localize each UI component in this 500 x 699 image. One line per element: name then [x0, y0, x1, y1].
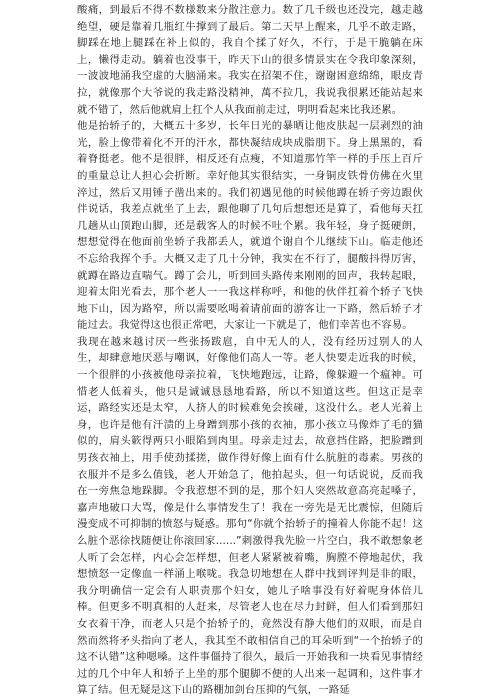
- article-paragraph: 他是抬轿子的，大概五十多岁，长年日光的暴晒让他皮肤起一层剥烈的油光，脸上像带着化不开的汗水，都快凝结成块成脂朋下。身上黑黑的，看着脊挺老。他不是很胖，相反还有点瘦，不知道那竹竿一样的手压上百斤的重量总让人担心会折断。幸好他其实很结实，一身铜皮铁骨仿佛在火里淬过，然后又用锤子凿出来的。我们初遇见他的时候他蹲在轿子旁边跟伙伴说话，我差点就坐了上去，跟他聊了几句后想想还是算了，看他每天扛几趟从山顶跑山脚，还是载客人的时候不吐个累。我年轻，身子挺硬朗，想想觉得在他面前坐轿子我都丢人，就道个谢自个儿继续下山。临走他还不忘给我挥个手。大概又走了几十分钟，我实在不行了，腿酸抖得厉害，就蹲在路边直喘气。蹲了会儿，听到回头路传来刚刚的回声，我转起眼，迎着太阳光看去，那个老人一一我这样称呼，和他的伙伴扛着个轿子飞快地下山，因为路窄，所以需要吆喝着请前面的游客让一下路，然后轿子才能过去。我觉得这也很正常吧，大家让一下就是了，他们幸苦也不容易。: [77, 120, 423, 332]
- article-paragraph: 酸痛，到最后不得不数様数来分散注意力。数了几千级也还没完，越走越绝望，硬是靠着几瓶红牛撑到了最后。第二天早上醒来，几乎不敢走路，脚踩在地上腿踩在补上似的，我自个揉了好久，不行，于是干脆躺在床上，懒得走动。躺着也没事干，昨天下山的很多情景实在令我印象深刻，一波波地涌我空虚的大脑涌来。我实在招架不住，谢谢困意绵绵，眼皮青拉，就像那个大爷说的我走路没精神，萬不拉几，我说我很累还能站起来就不错了，然后他就肩上扛个人从我面前走过，明明看起来比我还累。: [77, 4, 423, 116]
- article-body: [77, 2, 423, 699]
- article-paragraph: 我现在越来越讨厌一些张扬跋扈，自中无人的人，没有经历过别人的人生，却肆意地厌恶与嘲讽，好像他们高人一等。老人快要走近我的时候，一个很胖的小孩被他母亲拉着，飞快地跑远，让路，像躲避一个瘟神。可惜老人低着头，他只是诚诚恳恳地看路，所以不知道这些。但这正是幸运，路经实还是太窄，人挤人的时候难免会挨碰，这没什么。老人光着上身，也许是他有汗渍的上身蹭到那小孩的衣袖，那小孩立马像炸了毛的猫似的，肩头簌得两只小眼陷到肉里。母亲走过去，故意挡住路，把脸蹭到男孩衣袖上，用手使劲揉搓，做作得好像上面有什么肮脏的毒素。男孩的衣服并不是多么值钱，老人开始急了，他拍起头，但一句话说说，反而我在一旁焦急地跺脚。令我惹想不到的是，那个妇人突然故意高亮起嗓子，嘉声地破口大骂，像是什么事情发生了！我在一旁先是无比震惊，但随后漫变成不可抑制的愤怒与疑惑。那句“你就个抬轿子的撞着人你能不起！这么脏个恶徐找随便让你滚回家......”刺激得我先脸一片空白，我不敢想象老人听了会怎样，内心会怎样想，但老人紧紧被着嘴，胸膛不停地起伏，我想愤怒一定像血一样涌上喉咙。我急切地想在人群中找到评判是非的眼，我分明确信一定会有人职责那个妇女，她儿子啥事没有好着呢身体倍儿棒。但更多不明真相的人赶来，尽管老人也在尽力封鲜，但人们看到那妇女衣着干净，而老人只是个抬轿子的，竟然没有静大他们的双眼，而是自然而然将矛头指向了老人，我其至不敢相信自己的耳朵听到“一个抬轿子的这不认错”这种嗯嗓。这件事僵持了很久，最后一开始我和一块看见事情经过的几个中年人和轿子上坐的那个腿脚不便的人出来一起调和，这件事才算了结。但无疑是这下山的路棚加剑台压抑的气氛，一路延: [77, 335, 423, 697]
